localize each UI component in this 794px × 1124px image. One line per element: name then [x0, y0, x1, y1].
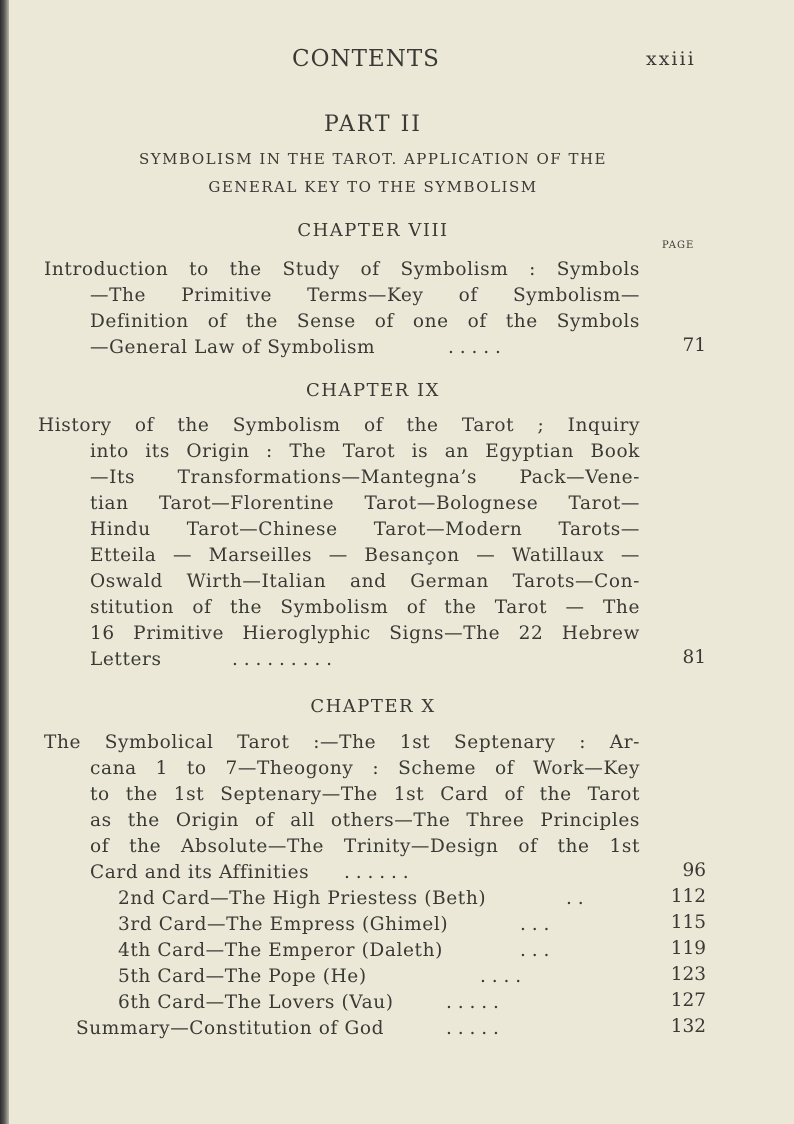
- chapter-10-line-1: The Symbolical Tarot :—The 1st Septenary : Ar-: [44, 732, 640, 753]
- page-number: xxiii: [646, 48, 696, 70]
- chapter-9-line-4: tian Tarot—Florentine Tarot—Bolognese Tarot—: [90, 493, 640, 514]
- chapter-10-line-5: of the Absolute—The Trinity—Design of the 1st: [90, 836, 640, 857]
- chapter-8-leader-dots: . . . . .: [448, 337, 501, 358]
- toc-entry-3rd-card-page: 115: [670, 912, 706, 933]
- chapter-9-line-7: Oswald Wirth—Italian and German Tarots—Con-: [90, 571, 640, 592]
- chapter-8-line-3: Definition of the Sense of one of the Symbols: [90, 311, 640, 332]
- toc-entry-6th-card-dots: . . . . .: [446, 992, 499, 1013]
- toc-entry-summary: Summary—Constitution of God: [76, 1018, 385, 1039]
- toc-entry-6th-card-page: 127: [670, 990, 706, 1011]
- chapter-8-line-2: —The Primitive Terms—Key of Symbolism—: [90, 285, 640, 306]
- toc-entry-2nd-card: 2nd Card—The High Priestess (Beth): [118, 888, 487, 909]
- chapter-9-line-6: Etteila — Marseilles — Besançon — Watillaux —: [90, 545, 640, 566]
- chapter-9-line-3: —Its Transformations—Mantegna’s Pack—Vene-: [90, 467, 640, 488]
- running-title: CONTENTS: [292, 46, 440, 72]
- chapter-8-heading: CHAPTER VIII: [297, 220, 449, 241]
- toc-entry-5th-card: 5th Card—The Pope (He): [118, 966, 367, 987]
- chapter-9-leader-dots: . . . . . . . . .: [232, 649, 332, 670]
- chapter-9-line-5: Hindu Tarot—Chinese Tarot—Modern Tarots—: [90, 519, 640, 540]
- chapter-8-line-1: Introduction to the Study of Symbolism : Symbols: [44, 259, 640, 280]
- chapter-9-line-10: Letters: [90, 649, 162, 670]
- toc-entry-2nd-card-page: 112: [670, 886, 706, 907]
- chapter-9-line-1: History of the Symbolism of the Tarot ; Inquiry: [38, 415, 640, 436]
- toc-entry-2nd-card-dots: . .: [566, 888, 584, 909]
- chapter-9-heading: CHAPTER IX: [306, 380, 440, 401]
- toc-entry-3rd-card-dots: . . .: [520, 914, 550, 935]
- toc-entry-4th-card-page: 119: [670, 938, 706, 959]
- chapter-9-page: 81: [682, 647, 706, 668]
- toc-entry-5th-card-page: 123: [670, 964, 706, 985]
- chapter-9-line-9: 16 Primitive Hieroglyphic Signs—The 22 Hebrew: [90, 623, 640, 644]
- part-subtitle-line-1: SYMBOLISM IN THE TAROT. APPLICATION OF THE: [138, 150, 607, 168]
- chapter-10-line-4: as the Origin of all others—The Three Principles: [90, 810, 640, 831]
- toc-entry-5th-card-dots: . . . .: [480, 966, 522, 987]
- chapter-10-line-2: cana 1 to 7—Theogony : Scheme of Work—Key: [90, 758, 640, 779]
- chapter-10-heading: CHAPTER X: [310, 696, 436, 717]
- page-edge-shadow: [0, 0, 9, 1124]
- toc-entry-3rd-card: 3rd Card—The Empress (Ghimel): [118, 914, 449, 935]
- chapter-10-leader-dots: . . . . . .: [344, 862, 409, 883]
- chapter-8-line-4: —General Law of Symbolism: [90, 337, 376, 358]
- chapter-9-line-8: stitution of the Symbolism of the Tarot — The: [90, 597, 640, 618]
- part-subtitle-line-2: GENERAL KEY TO THE SYMBOLISM: [208, 178, 538, 196]
- chapter-10-line-3: to the 1st Septenary—The 1st Card of the Tarot: [90, 784, 640, 805]
- toc-entry-6th-card: 6th Card—The Lovers (Vau): [118, 992, 394, 1013]
- toc-entry-4th-card: 4th Card—The Emperor (Daleth): [118, 940, 443, 961]
- chapter-10-page: 96: [682, 860, 706, 881]
- chapter-8-page: 71: [682, 335, 706, 356]
- toc-entry-summary-page: 132: [670, 1016, 706, 1037]
- toc-entry-summary-dots: . . . . .: [446, 1018, 499, 1039]
- chapter-9-line-2: into its Origin : The Tarot is an Egyptian Book: [90, 441, 640, 462]
- page-column-label: PAGE: [662, 240, 695, 251]
- chapter-10-line-6: Card and its Affinities: [90, 862, 310, 883]
- toc-entry-4th-card-dots: . . .: [520, 940, 550, 961]
- part-title: PART II: [324, 112, 422, 137]
